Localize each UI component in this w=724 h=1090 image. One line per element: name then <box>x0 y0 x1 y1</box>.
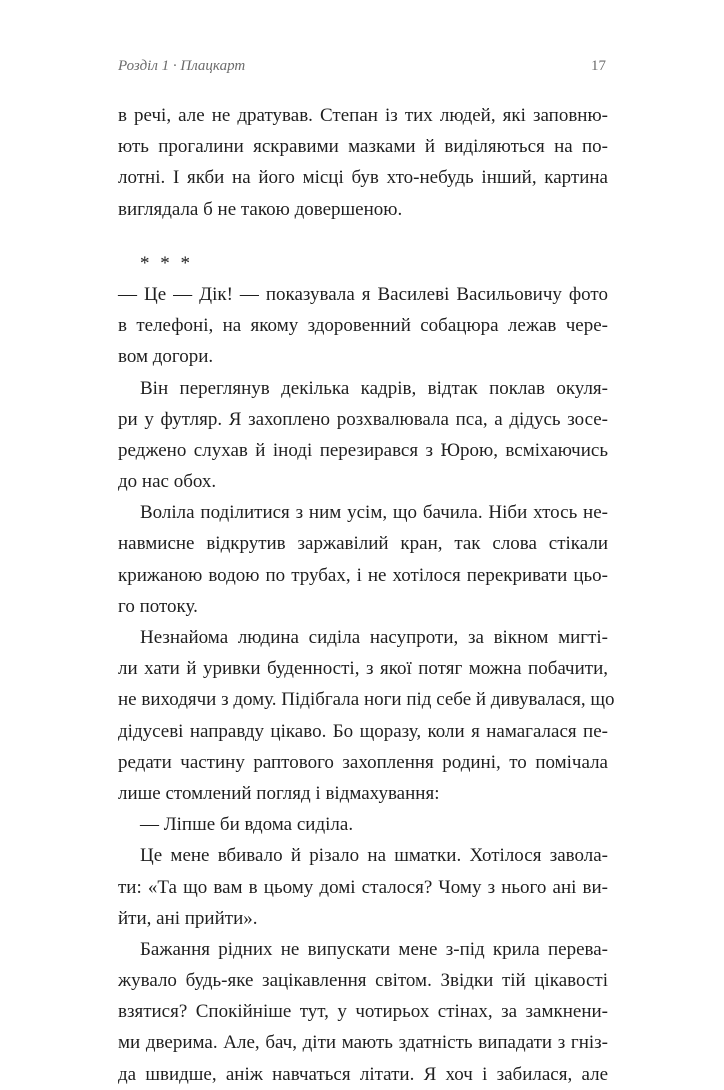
text-line: Він переглянув декілька кадрів, відтак поклав окуля- <box>140 377 608 399</box>
text-line: Незнайома людина сиділа насупроти, за вікном мигті- <box>140 627 608 648</box>
text-line: навмисне відкрутив заржавілий кран, так слова стікали <box>118 533 608 555</box>
text-line: взятися? Спокійніше тут, у чотирьох стінах, за замкнени- <box>118 1001 608 1023</box>
text-line: йти, ані прийти». <box>118 907 258 929</box>
text-line: до нас обох. <box>118 471 217 493</box>
text-line: ми дверима. Але, бач, діти мають здатність випадати з гніз- <box>118 1032 608 1054</box>
text-line: вом догори. <box>118 346 214 368</box>
text-line: дідусеві направду цікаво. Бо щоразу, коли я намагалася пе- <box>118 720 608 742</box>
text-line: ти: «Та що вам в цьому домі сталося? Чому з нього ані ви- <box>118 876 608 898</box>
text-line: лотні. І якби на його місці був хто-небудь інший, картина <box>118 167 608 189</box>
running-header <box>118 58 606 82</box>
text-line: крижаною водою по трубах, і не хотілося перекривати цьо- <box>118 564 608 586</box>
text-line: не виходячи з дому. Підібгала ноги під себе й дивувалася, що <box>118 689 615 711</box>
running-title: Розділ 1 · Плацкарт <box>118 58 246 74</box>
text-line: в телефоні, на якому здоровенний собацюра лежав чере- <box>118 315 608 337</box>
text-line: Це мене вбивало й різало на шматки. Хотілося завола- <box>140 845 608 867</box>
text-line: ри у футляр. Я захоплено розхвалювала пса, а дідусь зосе- <box>118 408 608 430</box>
text-line: реджено слухав й іноді перезирався з Юрою, всміхаючись <box>118 439 608 461</box>
text-line: — Це — Дік! — показувала я Василеві Васильовичу фото <box>118 283 608 305</box>
text-line: виглядала б не такою довершеною. <box>118 198 403 220</box>
text-line: го потоку. <box>118 595 198 617</box>
text-line: в речі, але не дратував. Степан із тих людей, які заповню- <box>118 105 608 126</box>
text-line: лише стомлений погляд і відмахування: <box>118 782 440 804</box>
page-number: 17 <box>591 58 606 74</box>
text-line: редати частину раптового захоплення родині, то помічала <box>118 751 608 773</box>
text-line: ють прогалини яскравими мазками й виділяються на по- <box>118 136 608 158</box>
section-gap <box>118 225 608 248</box>
section-break: * * * <box>140 252 193 274</box>
page-body <box>118 100 615 1090</box>
text-line: жувало будь-яке зацікавлення світом. Звідки тій цікавості <box>118 970 608 992</box>
text-line: — Ліпше би вдома сиділа. <box>140 814 354 836</box>
text-line: Бажання рідних не випускати мене з-під крила перева- <box>140 938 608 960</box>
text-line: Воліла поділитися з ним усім, що бачила. Ніби хтось не- <box>140 502 608 524</box>
text-line: ли хати й уривки буденності, з якої потяг можна побачити, <box>118 658 608 680</box>
text-line: да швидше, аніж навчаться літати. Я хоч і забилася, але <box>118 1063 608 1085</box>
